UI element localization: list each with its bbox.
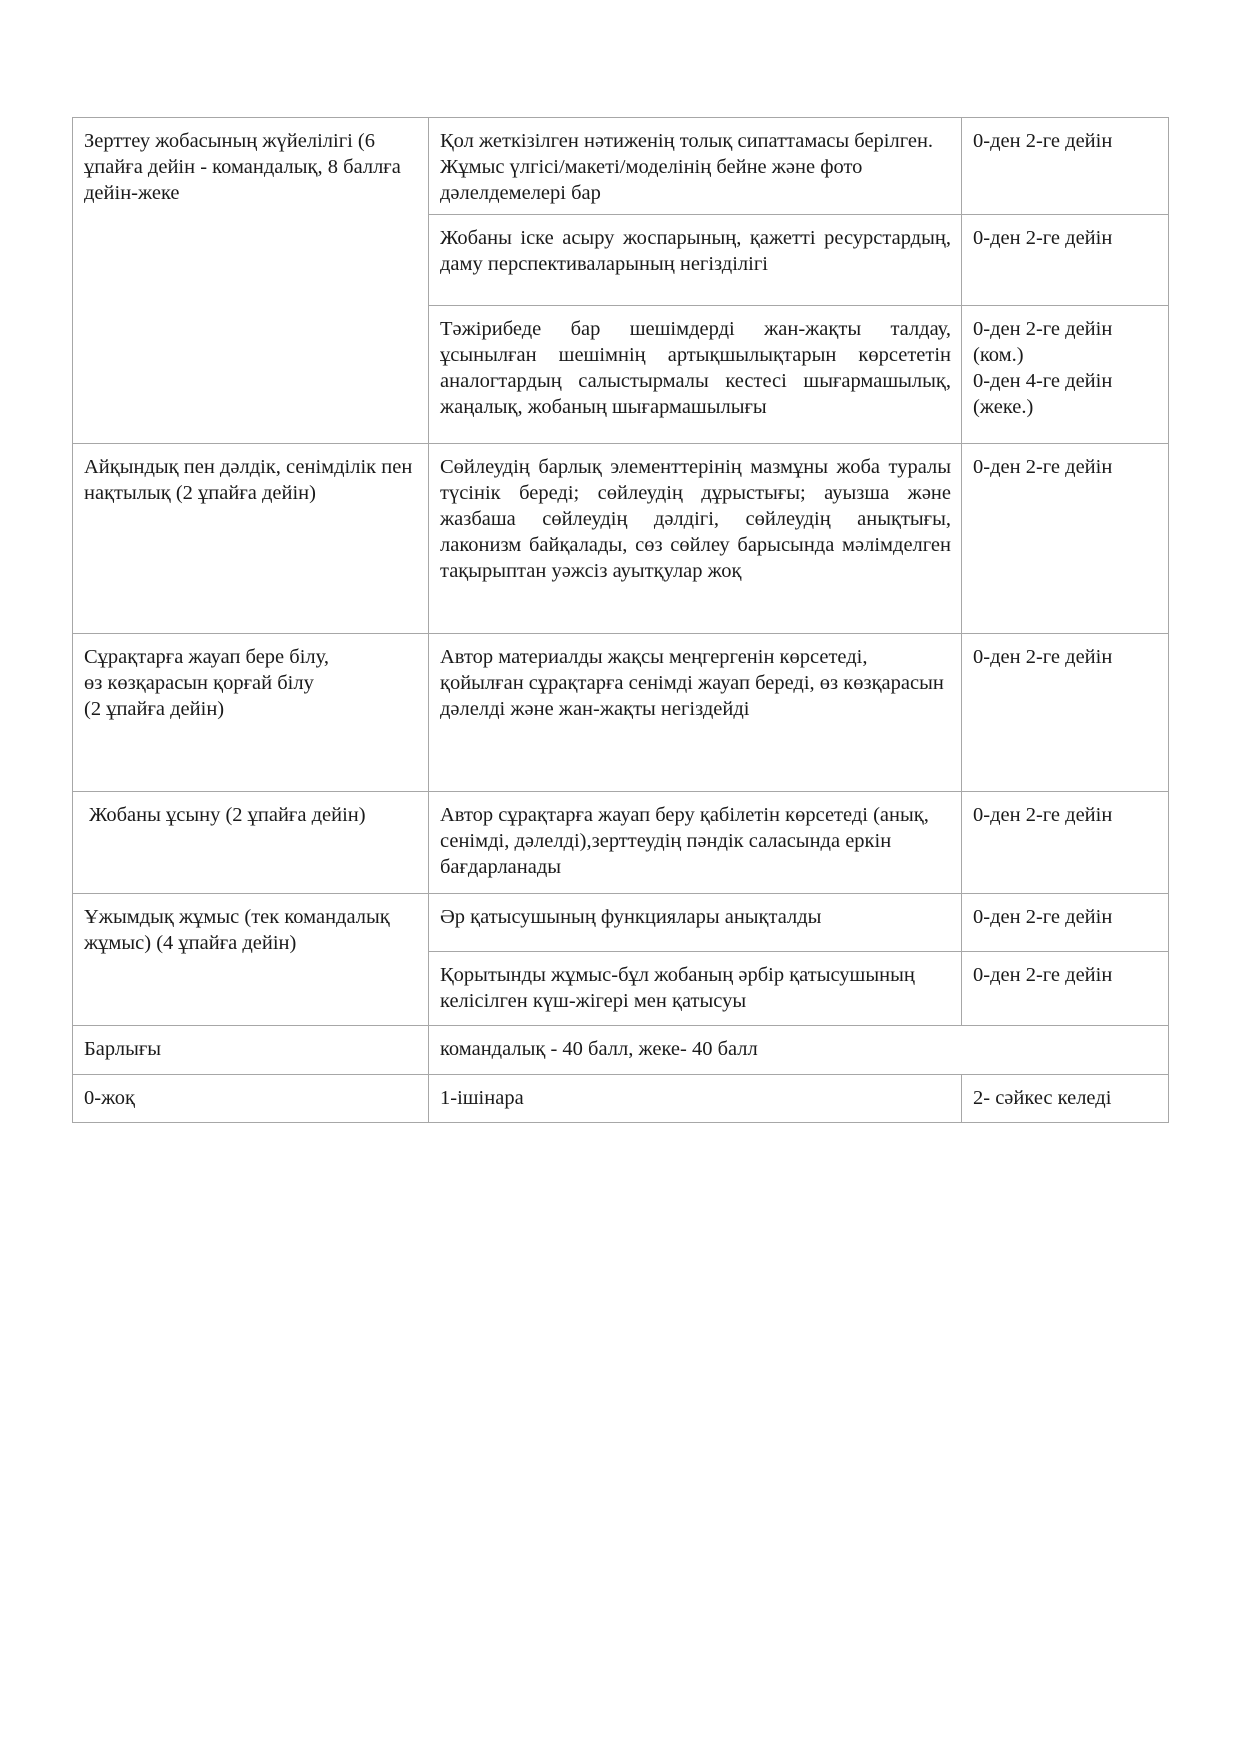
legend-row <box>73 1075 1169 1123</box>
criterion-cell: Зерттеу жобасының жүйелілігі (6 ұпайға дейін - командалық, 8 баллға дейін-жеке <box>73 118 429 444</box>
indicator-cell: Автор материалды жақсы меңгергенін көрсетеді, қойылған сұрақтарға сенімді жауап береді, өз көзқарасын дәлелді және жан-жақты негіздейді <box>429 634 962 792</box>
criterion-cell <box>73 634 429 792</box>
total-value: командалық - 40 балл, жеке- 40 балл <box>429 1026 1169 1075</box>
assessment-rubric-table <box>72 117 1169 1123</box>
table-row <box>73 444 1169 634</box>
score-line: 0-ден 4-ге дейін <box>973 370 1113 392</box>
criterion-line: Сұрақтарға жауап бере білу, <box>84 646 329 668</box>
total-row <box>73 1026 1169 1075</box>
indicator-cell: Әр қатысушының функциялары анықталды <box>429 894 962 952</box>
score-cell: 0-ден 2-ге дейін <box>962 215 1169 306</box>
table-row <box>73 894 1169 952</box>
table-row <box>73 792 1169 894</box>
criterion-line: (2 ұпайға дейін) <box>84 698 225 720</box>
score-cell: 0-ден 2-ге дейін <box>962 444 1169 634</box>
indicator-cell: Қол жеткізілген нәтиженің толық сипаттамасы берілген. Жұмыс үлгісі/макеті/моделінің бейне және фото дәлелдемелері бар <box>429 118 962 215</box>
indicator-cell: Тәжірибеде бар шешімдерді жан-жақты талдау, ұсынылған шешімнің артықшылықтарын көрсететін аналогтардың салыстырмалы кестесі шығармашылық, жаңалық, жобаның шығармашылығы <box>429 306 962 444</box>
legend-full: 2- сәйкес келеді <box>962 1075 1169 1123</box>
indicator-cell: Автор сұрақтарға жауап беру қабілетін көрсетеді (анық, сенімді, дәлелді),зерттеудің пәндік саласында еркін бағдарланады <box>429 792 962 894</box>
legend-none: 0-жоқ <box>73 1075 429 1123</box>
criterion-cell: Жобаны ұсыну (2 ұпайға дейін) <box>73 792 429 894</box>
legend-partial: 1-ішінара <box>429 1075 962 1123</box>
score-line: (ком.) <box>973 344 1024 366</box>
score-cell: 0-ден 2-ге дейін <box>962 634 1169 792</box>
score-cell: 0-ден 2-ге дейін <box>962 792 1169 894</box>
score-line: 0-ден 2-ге дейін <box>973 318 1113 340</box>
score-cell: 0-ден 2-ге дейін <box>962 952 1169 1026</box>
criterion-cell: Ұжымдық жұмыс (тек командалық жұмыс) (4 ұпайға дейін) <box>73 894 429 1026</box>
indicator-cell: Қорытынды жұмыс-бұл жобаның әрбір қатысушының келісілген күш-жігері мен қатысуы <box>429 952 962 1026</box>
table-row <box>73 118 1169 215</box>
criterion-line: өз көзқарасын қорғай білу <box>84 672 314 694</box>
indicator-cell: Сөйлеудің барлық элементтерінің мазмұны жоба туралы түсінік береді; сөйлеудің дұрыстығы; ауызша және жазбаша сөйлеудің дәлдігі, сөйлеудің анықтығы, лаконизм байқалады, сөз сөйлеу барысында мәлімделген тақырыптан уәжсіз ауытқулар жоқ <box>429 444 962 634</box>
score-cell: 0-ден 2-ге дейін <box>962 894 1169 952</box>
score-cell: 0-ден 2-ге дейін <box>962 118 1169 215</box>
table-row <box>73 634 1169 792</box>
total-label: Барлығы <box>73 1026 429 1075</box>
indicator-cell: Жобаны іске асыру жоспарының, қажетті ресурстардың, даму перспективаларының негізділігі <box>429 215 962 306</box>
score-line: (жеке.) <box>973 396 1034 418</box>
score-cell <box>962 306 1169 444</box>
criterion-cell: Айқындық пен дәлдік, сенімділік пен нақтылық (2 ұпайға дейін) <box>73 444 429 634</box>
